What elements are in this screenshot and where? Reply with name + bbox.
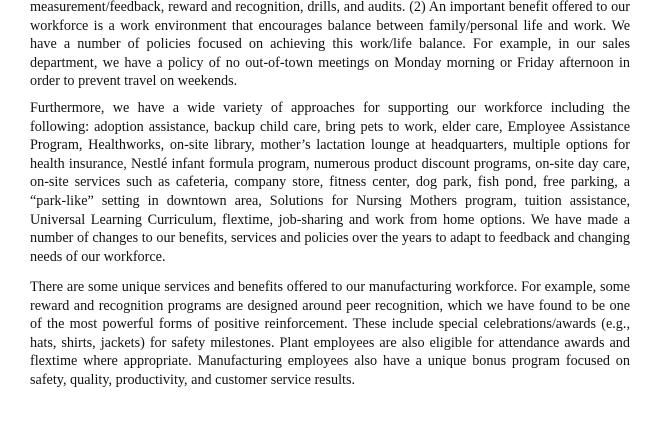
paragraph-work-life-balance: measurement/feedback, reward and recognition, drills, and audits. (2) An important benefit offered to our workforce is a work environment that encourages balance between family/personal life and work. We have a number of policies focused on achieving this work/life balance. For example, in our sales department, we have a policy of no out-of-town meetings on Monday morning or Friday afternoon in order to prevent travel on weekends. bbox=[30, 0, 630, 90]
paragraph-manufacturing-benefits: There are some unique services and benefits offered to our manufacturing workforce. For example, some reward and recognition programs are designed around peer recognition, which we have found to be one of the most powerful forms of positive reinforcement. These include special celebrations/awards (e.g., hats, shirts, jackets) for safety milestones. Plant employees are also eligible for attendance awards and flextime where appropriate. Manufacturing employees also have a unique bonus program focused on safety, quality, productivity, and customer service results. bbox=[30, 279, 630, 388]
paragraph-workforce-support: Furthermore, we have a wide variety of approaches for supporting our workforce including the following: adoption assistance, backup child care, bring pets to work, elder care, Employee Assistance Program, Healthworks, on-site library, mother’s lactation lounge at headquarters, multiple options for health insurance, Nestlé infant formula program, numerous product discount programs, on-site day care, on-site services such as cafeteria, company store, fitness center, dog park, fish pond, free parking, a “park-like” setting in downtown area, Solutions for Nursing Mothers program, tuition assistance, Universal Learning Curriculum, flextime, job-sharing and work from home options. We have made a number of changes to our benefits, services and policies over the years to adapt to feedback and changing needs of our workforce. bbox=[30, 100, 630, 265]
